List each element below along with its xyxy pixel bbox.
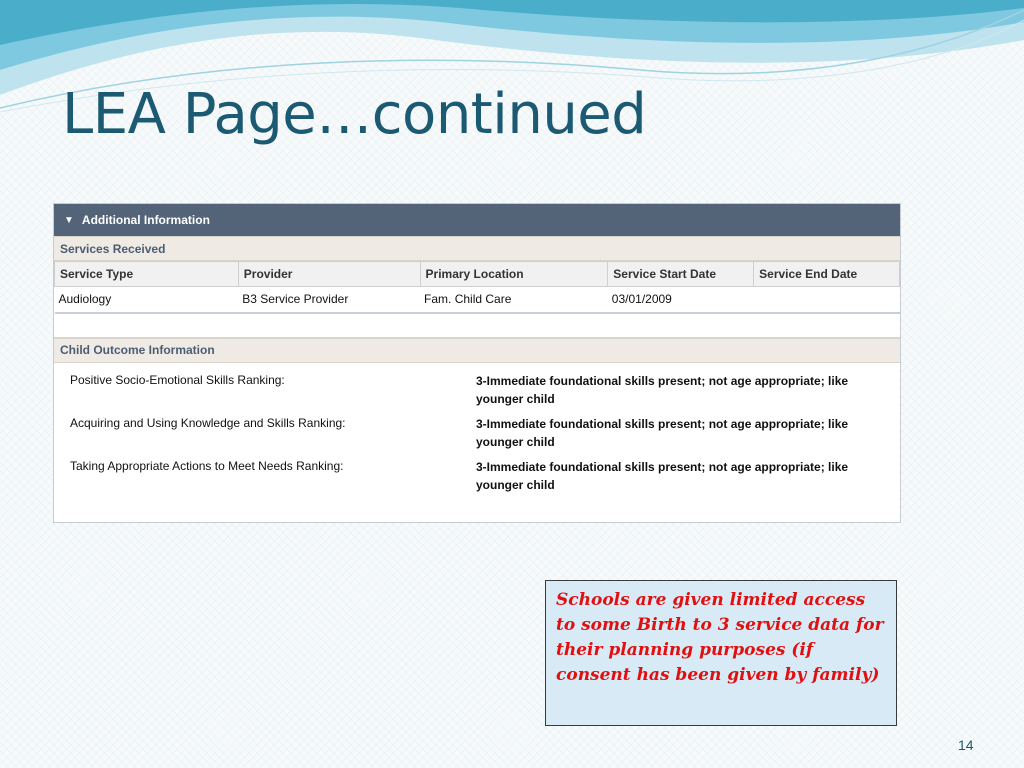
panel-header-label: Additional Information [81, 213, 210, 227]
table-cell: Audiology [55, 287, 239, 313]
table-cell [754, 287, 900, 313]
services-table [54, 261, 900, 314]
outcome-label: Taking Appropriate Actions to Meet Needs Ranking: [70, 458, 344, 473]
table-header-row [55, 262, 900, 287]
column-header[interactable]: Service Type [55, 262, 239, 287]
outcome-value: 3-Immediate foundational skills present; not age appropriate; like younger child [476, 416, 849, 449]
child-outcome-header: Child Outcome Information [54, 338, 900, 363]
list-item [70, 372, 900, 415]
note-callout: Schools are given limited access to some Birth to 3 service data for their planning purposes (if consent has been given by family) [545, 580, 897, 726]
column-header[interactable]: Provider [238, 262, 420, 287]
outcome-label: Positive Socio-Emotional Skills Ranking: [70, 372, 285, 387]
column-header[interactable]: Primary Location [420, 262, 608, 287]
panel-header[interactable] [54, 204, 900, 236]
column-header[interactable]: Service End Date [754, 262, 900, 287]
table-cell: 03/01/2009 [608, 287, 754, 313]
page-number: 14 [958, 737, 974, 753]
slide-title: LEA Page…continued [62, 82, 647, 147]
outcome-value: 3-Immediate foundational skills present; not age appropriate; like younger child [476, 459, 849, 492]
services-received-header: Services Received [54, 236, 900, 261]
outcome-value: 3-Immediate foundational skills present; not age appropriate; like younger child [476, 373, 849, 406]
list-item [70, 458, 900, 501]
outcomes-list [54, 363, 900, 501]
additional-information-panel [53, 203, 901, 523]
outcome-label: Acquiring and Using Knowledge and Skills Ranking: [70, 415, 346, 430]
table-cell: B3 Service Provider [238, 287, 420, 313]
table-cell: Fam. Child Care [420, 287, 608, 313]
collapse-triangle-icon[interactable]: ▼ [64, 214, 74, 226]
list-item [70, 415, 900, 458]
column-header[interactable]: Service Start Date [608, 262, 754, 287]
spacer [54, 314, 900, 338]
table-row [55, 287, 900, 313]
